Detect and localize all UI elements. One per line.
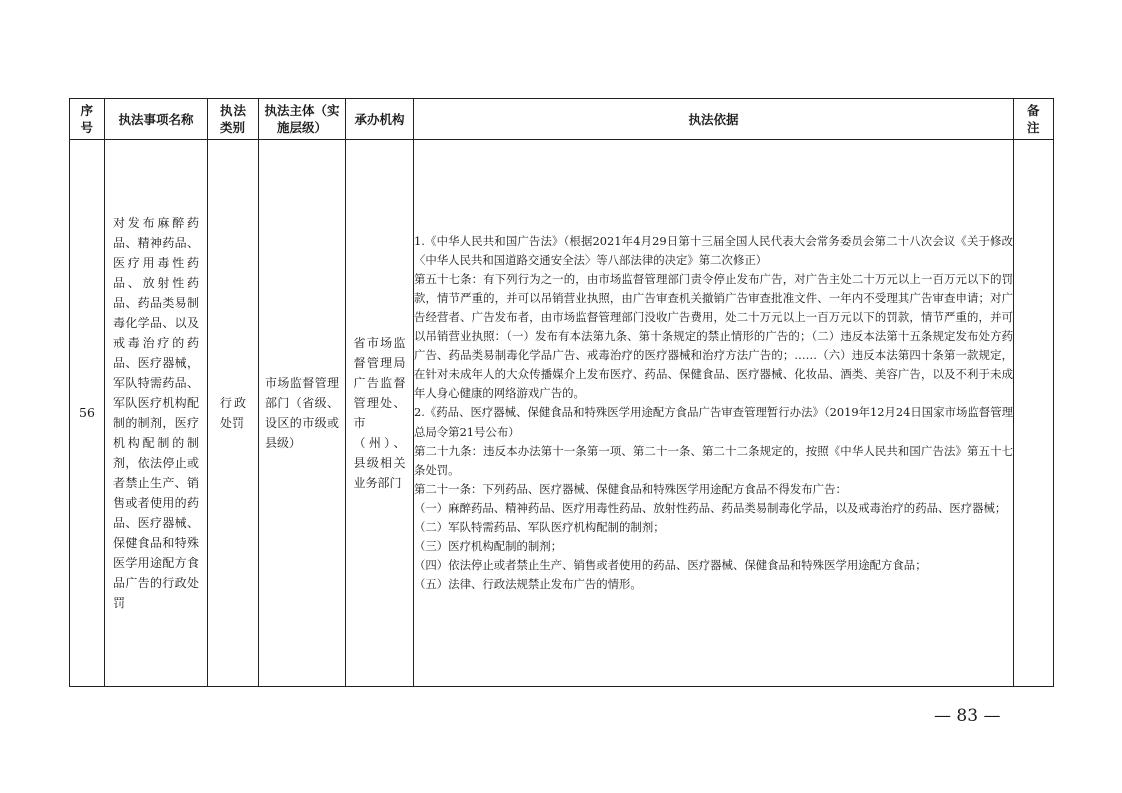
row-name-cell [105,140,208,687]
basis-line: （四）依法停止或者禁止生产、销售或者使用的药品、医疗器械、保健食品和特殊医学用途配方食品； [414,558,927,573]
basis-line: （三）医疗机构配制的制剂； [414,539,563,554]
row-category-cell [208,140,259,687]
page-number: — 83 — [934,706,1001,726]
basis-line: 2.《药品、医疗器械、保健食品和特殊医学用途配方食品广告审查管理暂行办法》（2019年12月24日国家市场监督管理总局令第21号公布） [414,405,1013,439]
basis-line: （一）麻醉药品、精神药品、医疗用毒性药品、放射性药品、药品类易制毒化学品，以及戒毒治疗的药品、医疗器械； [414,500,1007,515]
basis-line: （五）法律、行政法规禁止发布广告的情形。 [414,577,642,592]
header-no: 序号 [70,99,105,140]
row-agency: 省市场监督管理局广告监督管理处、市（州）、县级相关业务部门 [353,336,406,490]
header-basis: 执法依据 [414,99,1014,140]
row-basis [414,140,1014,687]
basis-line: 第五十七条：有下列行为之一的，由市场监督管理部门责令停止发布广告，对广告主处二十万元以上一百万元以下的罚款，情节严重的，并可以吊销营业执照，由广告审查机关撤销广告审查批准文件、一年内不受理其广告审查申请；对广告经营者、广告发布者，由市场监督管理部门没收广告费用，处二十万元以上一百万元以下的罚款，情节严重的，并可以吊销营业执照：（一）发布有本法第九条、第十条规定的禁止情形的广告的；（二）违反本法第十五条规定发布处方药广告、药品类易制毒化学品广告、戒毒治疗的医疗器械和治疗方法广告的；……（六）违反本法第四十条第一款规定，在针对未成年人的大众传播媒介上发布医疗、药品、保健食品、医疗器械、化妆品、酒类、美容广告，以及不利于未成年人身心健康的网络游戏广告的。 [414,271,1013,401]
row-name: 对发布麻醉药品、精神药品、医疗用毒性药品、放射性药品、药品类易制毒化学品、以及戒毒治疗的药品、医疗器械，军队特需药品、军队医疗机构配制的制剂，医疗机构配制的制剂，依法停止或者禁止生产、销售或者使用的药品、医疗器械、保健食品和特殊医学用途配方食品广告的行政处罚 [113,216,199,610]
row-no: 56 [70,140,105,687]
row-remarks [1014,140,1054,687]
row-category: 行政处罚 [220,396,246,430]
basis-line: 第二十一条：下列药品、医疗器械、保健食品和特殊医学用途配方食品不得发布广告： [414,481,847,496]
basis-line: 第二十九条：违反本办法第十一条第一项、第二十一条、第二十二条规定的，按照《中华人民共和国广告法》第五十七条处罚。 [414,443,1013,477]
header-category: 执法类别 [208,99,259,140]
row-subject: 市场监督管理部门（省级、设区的市级或县级） [265,376,339,450]
header-remarks: 备注 [1014,99,1054,140]
row-subject-cell [259,140,346,687]
header-subject: 执法主体（实施层级） [259,99,346,140]
header-row [70,99,1054,140]
header-name: 执法事项名称 [105,99,208,140]
basis-line: 1.《中华人民共和国广告法》（根据2021年4月29日第十三届全国人民代表大会常务委员会第二十八次会议《关于修改〈中华人民共和国道路交通安全法〉等八部法律的决定》第二次修正） [414,233,1013,267]
enforcement-table [69,98,1054,687]
table-row [70,140,1054,687]
basis-line: （二）军队特需药品、军队医疗机构配制的制剂； [414,520,665,535]
header-agency: 承办机构 [346,99,414,140]
row-agency-cell [346,140,414,687]
